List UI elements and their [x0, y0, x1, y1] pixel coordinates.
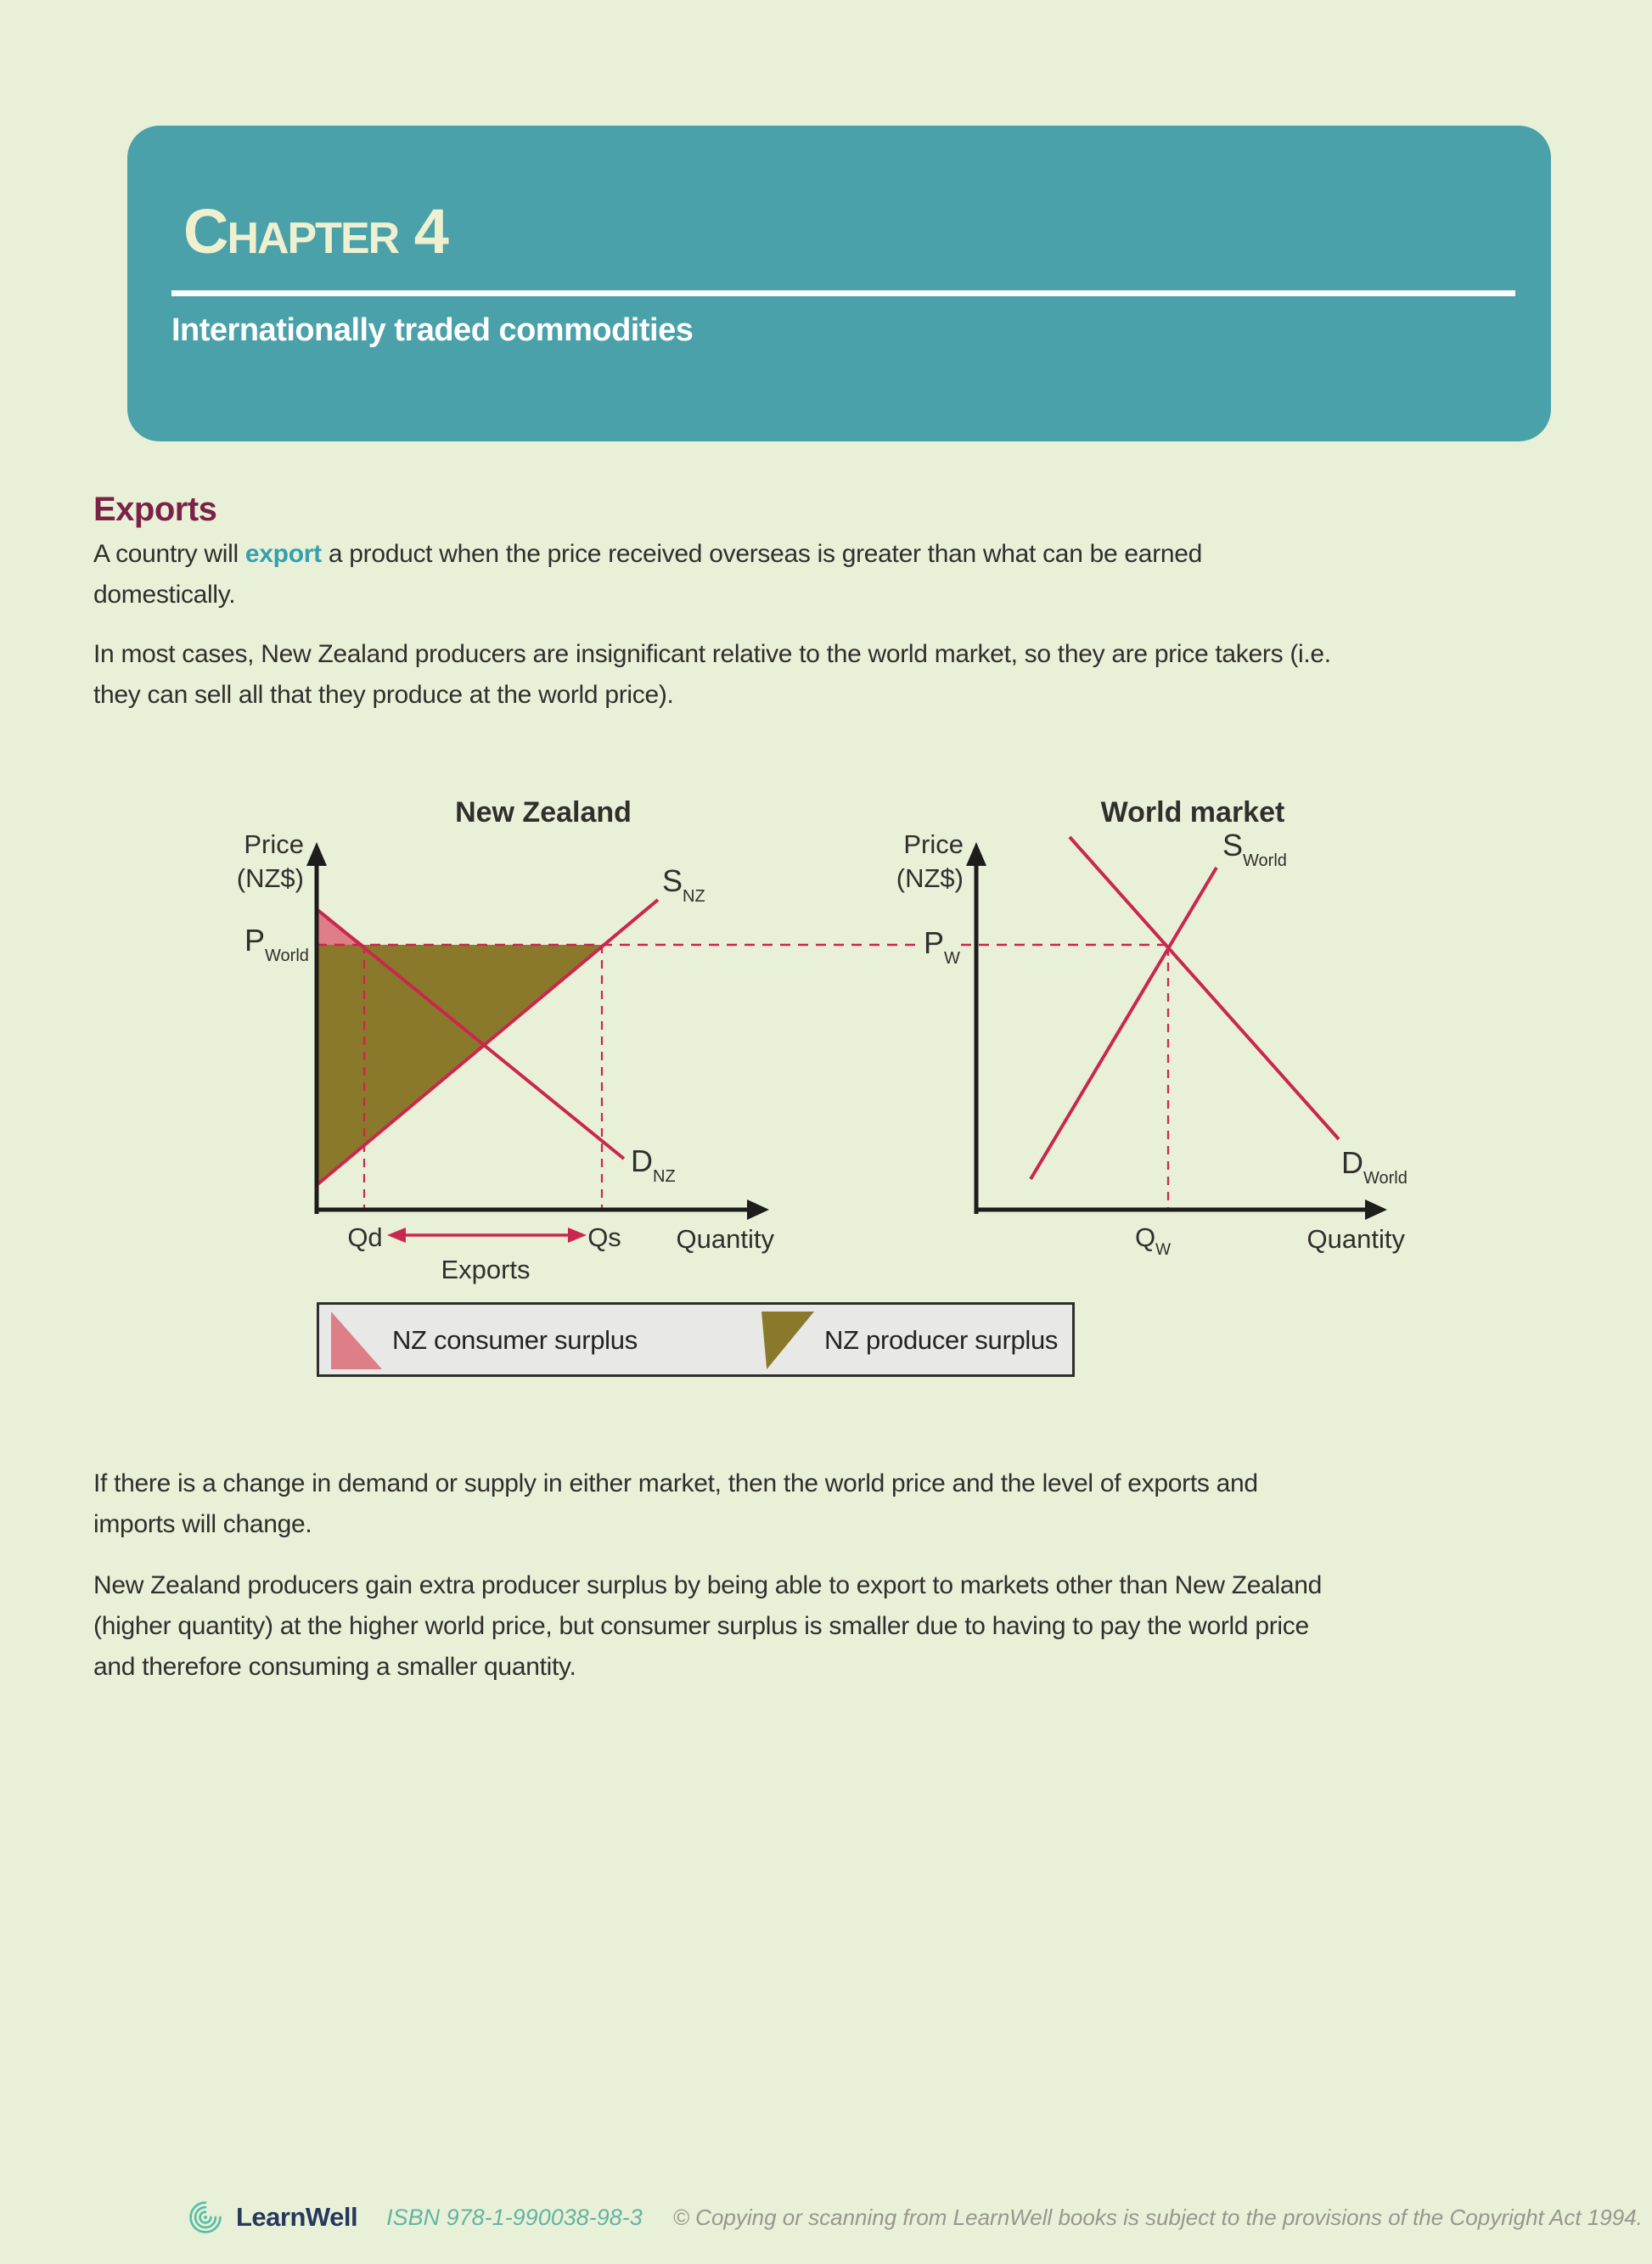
- chapter-number: Chapter 4: [183, 196, 447, 267]
- brand-name: LearnWell: [236, 2202, 358, 2232]
- text-line: (higher quantity) at the higher world price, but consumer surplus is smaller due to having to pay the world price: [93, 1612, 1309, 1640]
- text-line: imports will change.: [93, 1510, 312, 1538]
- nz-demand-label: DNZ: [631, 1143, 676, 1186]
- page-footer: [187, 2199, 1643, 2236]
- nz-y-axis-label: Price: [244, 829, 304, 859]
- text-line: [93, 534, 1202, 575]
- world-supply-label: SWorld: [1222, 828, 1287, 870]
- nz-qd-label: Qd: [347, 1222, 383, 1252]
- copyright-text: © Copying or scanning from LearnWell books is subject to the provisions of the Copyright Act 1994.: [672, 2204, 1643, 2230]
- world-qw-label: QW: [1134, 1222, 1172, 1259]
- text-line: and therefore consuming a smaller quantity.: [93, 1653, 576, 1681]
- text-line: New Zealand producers gain extra producer surplus by being able to export to markets other than New Zealand: [93, 1571, 1323, 1599]
- nz-world-price-label: PWorld: [244, 923, 309, 965]
- consumer-surplus-swatch: [331, 1312, 382, 1369]
- world-chart-title: World market: [1100, 796, 1285, 829]
- world-y-axis-arrow: [966, 842, 986, 866]
- nz-supply-label: SNZ: [662, 863, 705, 906]
- world-x-axis-arrow: [1365, 1199, 1387, 1220]
- text-line: If there is a change in demand or supply in either market, then the world price and the level of exports and: [93, 1469, 1258, 1497]
- paragraph-market-change: [93, 1463, 1258, 1545]
- nz-y-axis-label: (NZ$): [236, 863, 304, 893]
- learnwell-spiral-logo: [187, 2199, 224, 2236]
- paragraph-exports-intro: [93, 534, 1202, 615]
- text-line: domestically.: [93, 581, 236, 609]
- world-y-axis-label: Price: [903, 829, 964, 859]
- paragraph-price-takers: [93, 634, 1331, 716]
- exports-arrow-right-head: [568, 1228, 587, 1243]
- text-line: they can sell all that they produce at the world price).: [93, 681, 674, 709]
- chapter-title: Internationally traded commodities: [171, 312, 694, 348]
- banner-divider: [171, 290, 1515, 296]
- chapter-banner: [127, 126, 1551, 441]
- paragraph-surplus-effects: [93, 1565, 1322, 1688]
- text-run: A country will: [93, 540, 245, 568]
- surplus-legend: [317, 1302, 1075, 1377]
- world-supply-curve: [1031, 868, 1217, 1179]
- highlight-export: export: [244, 540, 322, 568]
- producer-surplus-swatch: [761, 1312, 814, 1369]
- consumer-surplus-label: NZ consumer surplus: [392, 1325, 638, 1355]
- section-heading: Exports: [93, 491, 217, 528]
- text-run: a product when the price received overseas is greater than what can be earned: [321, 540, 1203, 568]
- exports-span-label: Exports: [441, 1255, 531, 1284]
- nz-qs-label: Qs: [587, 1222, 621, 1252]
- nz-x-axis-label: Quantity: [676, 1224, 774, 1254]
- world-x-axis-label: Quantity: [1306, 1224, 1405, 1254]
- producer-surplus-label: NZ producer surplus: [824, 1325, 1059, 1355]
- nz-chart-title: New Zealand: [455, 796, 632, 829]
- world-demand-curve: [1070, 837, 1339, 1139]
- nz-y-axis-arrow: [306, 842, 327, 866]
- exports-diagram: [127, 781, 1525, 1290]
- nz-x-axis-arrow: [747, 1199, 769, 1220]
- isbn-text: ISBN 978-1-990038-98-3: [386, 2204, 643, 2230]
- exports-arrow-left-head: [387, 1228, 406, 1243]
- text-line: In most cases, New Zealand producers are insignificant relative to the world market, so they are price takers (i.e.: [93, 640, 1331, 668]
- world-demand-label: DWorld: [1341, 1145, 1408, 1188]
- world-price-label: PW: [924, 925, 960, 968]
- world-y-axis-label: (NZ$): [896, 863, 964, 893]
